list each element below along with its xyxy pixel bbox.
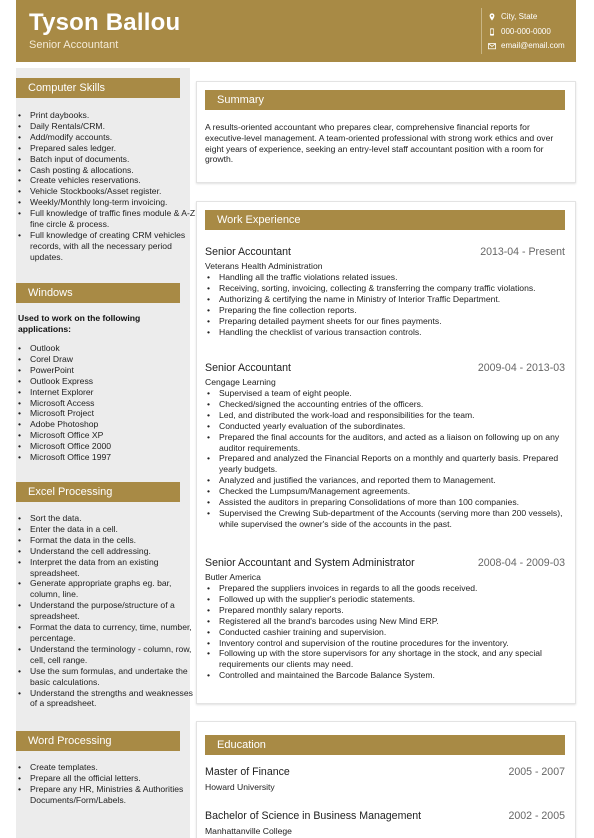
contact-email <box>488 41 565 50</box>
list-item: • Adobe Photoshop <box>30 419 196 430</box>
job-title: Senior Accountant <box>205 362 291 374</box>
list-item: • Controlled and maintained the Barcode Balance System. <box>219 670 565 681</box>
contact-phone <box>488 27 551 36</box>
job-organization: Butler America <box>205 572 261 582</box>
header-divider <box>481 8 482 54</box>
job-dates: 2009-04 - 2013-03 <box>477 362 565 374</box>
list-item: • Internet Explorer <box>30 387 196 398</box>
list-item: • Preparing the fine collection reports. <box>219 305 565 316</box>
list-item: • Corel Draw <box>30 354 196 365</box>
list-item: • Vehicle Stockbooks/Asset register. <box>30 186 196 197</box>
job-dates: 2013-04 - Present <box>480 246 565 258</box>
list-item: • Supervised the Crewing Sub-department of the Accounts (serving more than 200 vessels), while supervised the owner's side of the accounts in the past. <box>219 508 565 530</box>
location-pin-icon <box>488 13 496 21</box>
list-item: • Analyzed and justified the variances, and reported them to Management. <box>219 475 565 486</box>
list-item: • Daily Rentals/CRM. <box>30 121 196 132</box>
list-item: • Use the sum formulas, and undertake the basic calculations. <box>30 666 196 688</box>
list-item: • Prepared and analyzed the Financial Reports on a monthly and quarterly basis. Prepared yearly budgets. <box>219 453 565 475</box>
list-item: • Microsoft Project <box>30 408 196 419</box>
list-item: • Weekly/Monthly long-term invoicing. <box>30 197 196 208</box>
list-item: • Enter the data in a cell. <box>30 524 196 535</box>
list-item: • Understand the strengths and weaknesses of a spreadsheet. <box>30 688 196 710</box>
list-item: • Checked/signed the accounting entries of the officers. <box>219 399 565 410</box>
job-duties <box>205 272 565 337</box>
list-item: • Authorizing & certifying the name in Ministry of Interior Traffic Department. <box>219 294 565 305</box>
degree-name: Master of Finance <box>205 766 290 778</box>
job-entry <box>205 362 565 530</box>
list-item: • Handling the checklist of various transaction controls. <box>219 327 565 338</box>
list-item: • Microsoft Office 1997 <box>30 452 196 463</box>
list-item: • Registered all the brand's barcodes using New Mind ERP. <box>219 616 565 627</box>
list-item: • Microsoft Access <box>30 398 196 409</box>
list-item: • Format the data in the cells. <box>30 535 196 546</box>
list-item: • Add/modify accounts. <box>30 132 196 143</box>
job-dates: 2008-04 - 2009-03 <box>477 557 565 569</box>
list-item: • Understand the cell addressing. <box>30 546 196 557</box>
excel-heading: Excel Processing <box>16 482 180 502</box>
list-item: • Conducted yearly evaluation of the subordinates. <box>219 421 565 432</box>
summary-heading: Summary <box>205 90 565 110</box>
list-item: • Checked the Lumpsum/Management agreements. <box>219 486 565 497</box>
job-organization: Veterans Health Administration <box>205 261 323 271</box>
list-item: • Understand the purpose/structure of a spreadsheet. <box>30 600 196 622</box>
list-item: • Conducted cashier training and supervision. <box>219 627 565 638</box>
list-item: • Full knowledge of traffic fines module & A-Z fine circle & process. <box>30 208 196 230</box>
list-item: • PowerPoint <box>30 365 196 376</box>
list-item: • Batch input of documents. <box>30 154 196 165</box>
education-entry <box>205 810 565 836</box>
degree-name: Bachelor of Science in Business Management <box>205 810 422 822</box>
education-card <box>196 721 576 838</box>
phone-text: 000-000-0000 <box>501 27 551 36</box>
job-title: Senior Accountant <box>205 246 291 258</box>
list-item: • Understand the terminology - column, row, cell, cell range. <box>30 644 196 666</box>
list-item: • Supervised a team of eight people. <box>219 388 565 399</box>
school-name: Manhattanville College <box>205 826 292 836</box>
list-item: • Outlook Express <box>30 376 196 387</box>
list-item: • Following up with the store supervisors for any shortage in the stock, and any special requirements our clients may need. <box>219 648 565 670</box>
list-item: • Format the data to currency, time, number, percentage. <box>30 622 196 644</box>
list-item: • Followed up with the supplier's periodic statements. <box>219 594 565 605</box>
candidate-title: Senior Accountant <box>29 39 119 51</box>
list-item: • Cash posting & allocations. <box>30 165 196 176</box>
sidebar <box>16 68 196 838</box>
excel-list <box>30 513 196 709</box>
computer-skills-heading: Computer Skills <box>16 78 180 98</box>
list-item: • Led, and distributed the work-load and responsibilities for the team. <box>219 410 565 421</box>
email-icon <box>488 42 496 50</box>
candidate-name: Tyson Ballou <box>29 9 181 36</box>
summary-card <box>196 81 576 183</box>
list-item: • Assisted the auditors in preparing Consolidations of more than 100 companies. <box>219 497 565 508</box>
list-item: • Preparing detailed payment sheets for our fines payments. <box>219 316 565 327</box>
windows-heading: Windows <box>16 283 180 303</box>
list-item: • Handling all the traffic violations related issues. <box>219 272 565 283</box>
list-item: • Prepared the final accounts for the auditors, and acted as a liaison on following up on any auditor requirements. <box>219 432 565 454</box>
list-item: • Create templates. <box>30 762 196 773</box>
job-title: Senior Accountant and System Administrator <box>205 557 415 569</box>
word-list <box>30 762 196 806</box>
job-entry <box>205 246 565 337</box>
list-item: • Prepare all the official letters. <box>30 773 196 784</box>
experience-heading: Work Experience <box>205 210 565 230</box>
education-entry <box>205 766 565 792</box>
job-entry <box>205 557 565 681</box>
contact-location <box>488 12 537 21</box>
resume-header <box>16 0 576 62</box>
list-item: • Microsoft Office 2000 <box>30 441 196 452</box>
list-item: • Interpret the data from an existing spreadsheet. <box>30 557 196 579</box>
list-item: • Outlook <box>30 343 196 354</box>
list-item: • Inventory control and supervision of the routine procedures for the inventory. <box>219 638 565 649</box>
list-item: • Create vehicles reservations. <box>30 175 196 186</box>
location-text: City, State <box>501 12 538 21</box>
computer-skills-list <box>30 110 196 263</box>
email-text[interactable]: email@email.com <box>501 41 565 50</box>
education-dates: 2002 - 2005 <box>508 810 565 822</box>
list-item: • Generate appropriate graphs eg. bar, column, line. <box>30 578 196 600</box>
job-organization: Cengage Learning <box>205 377 276 387</box>
education-dates: 2005 - 2007 <box>508 766 565 778</box>
list-item: • Print daybooks. <box>30 110 196 121</box>
list-item: • Full knowledge of creating CRM vehicles records, with all the necessary period updates. <box>30 230 196 263</box>
job-duties <box>205 388 565 530</box>
list-item: • Prepare any HR, Ministries & Authorities Documents/Form/Labels. <box>30 784 196 806</box>
phone-icon <box>488 28 496 36</box>
windows-intro: Used to work on the following applications: <box>18 313 141 334</box>
job-duties <box>205 583 565 681</box>
school-name: Howard University <box>205 782 275 792</box>
list-item: • Sort the data. <box>30 513 196 524</box>
list-item: • Prepared the suppliers invoices in regards to all the goods received. <box>219 583 565 594</box>
windows-list <box>30 343 196 463</box>
experience-card <box>196 201 576 704</box>
list-item: • Microsoft Office XP <box>30 430 196 441</box>
list-item: • Prepared sales ledger. <box>30 143 196 154</box>
list-item: • Prepared monthly salary reports. <box>219 605 565 616</box>
education-heading: Education <box>205 735 565 755</box>
word-heading: Word Processing <box>16 731 180 751</box>
summary-text: A results-oriented accountant who prepares clear, comprehensive financial reports for executive-level management. A team-oriented professional with strong work ethics and over eight years of experience, seeking an entry-level staff accountant position with a room for growth. <box>205 122 554 165</box>
list-item: • Receiving, sorting, invoicing, collecting & transferring the company traffic violations. <box>219 283 565 294</box>
